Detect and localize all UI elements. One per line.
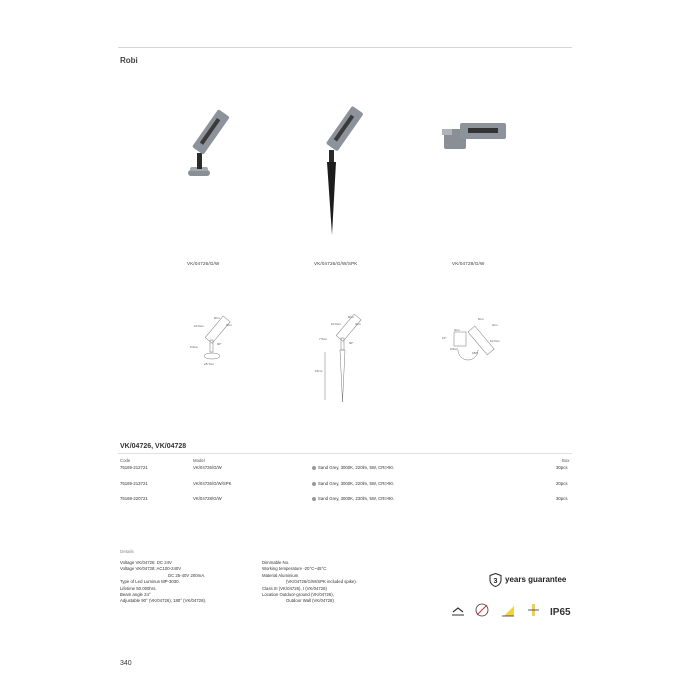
dim-2-angle: 90° — [349, 341, 354, 345]
detail-line: Working temperature -20°C~45°C — [262, 566, 327, 572]
detail-line: Beam angle 24° — [120, 592, 151, 598]
details-col-1 — [120, 560, 206, 605]
beam-icon — [500, 602, 516, 618]
dim-3-g: 180° — [472, 351, 479, 355]
dim-1-left: 6.6cm — [190, 345, 199, 349]
dim-2-a: 10.6cm — [331, 322, 341, 326]
detail-line: Voltage VK/04728: AC100-240V — [120, 566, 182, 572]
detail-line: Class III (VK/04726), I (VK/04728) — [262, 585, 327, 591]
row-spec: Sand Grey, 3000K, 220lm, 5W, CRI>90. — [318, 481, 394, 486]
dim-1-top: 8cm — [214, 316, 220, 320]
row-model: VK/04726/G/W — [193, 465, 222, 470]
guarantee-number: 3 — [493, 577, 498, 585]
ip-rating: IP65 — [550, 607, 571, 618]
detail-line: DC 25-40V 200mA. — [168, 572, 206, 578]
dim-2-top: 8cm — [348, 315, 354, 319]
dimming-icon — [450, 603, 466, 619]
color-swatch — [312, 466, 316, 470]
row-box: 30pcs — [556, 465, 568, 470]
header-box: Box — [562, 458, 570, 463]
header-code: Code — [120, 458, 131, 463]
dim-3-f: 9.5cm — [450, 347, 459, 351]
page-title: Robi — [120, 56, 138, 65]
class-icon — [526, 602, 542, 618]
detail-line: Dimmable No. — [262, 560, 290, 565]
technical-drawing-3 — [440, 312, 510, 362]
detail-line: (VK/04726/G/W/SPK included spike). — [286, 579, 357, 585]
product-label-2: VK/04726/G/W/SPK — [314, 261, 358, 266]
product-image-3 — [440, 115, 510, 160]
row-spec: Sand Grey, 3000K, 220lm, 5W, CRI>90. — [318, 465, 394, 470]
dim-2-left: 7.5cm — [319, 337, 328, 341]
detail-line: Material Aluminium — [262, 572, 299, 578]
dim-1-base: ø5.7cm — [204, 362, 215, 366]
shield-icon — [489, 573, 502, 587]
product-label-3: VK/04728/G/W — [452, 261, 485, 266]
color-swatch — [312, 482, 316, 486]
dim-2-spike: 15cm — [315, 369, 323, 373]
detail-line: Voltage VK/04726: DC 24V — [120, 560, 172, 565]
product-image-1 — [170, 105, 250, 185]
dim-3-b: 5cm — [478, 317, 484, 321]
detail-line: Adjustable 90° (VK/04726), 180° (VK/04728). — [120, 598, 207, 604]
technical-drawing-2 — [315, 312, 375, 407]
dim-3-c: 3cm — [492, 323, 498, 327]
row-code: 75169-213721 — [120, 481, 148, 486]
page-number: 340 — [120, 660, 132, 667]
row-box: 30pcs — [556, 496, 568, 501]
series-rule — [118, 453, 572, 454]
dim-3-e: 10.6cm — [490, 339, 500, 343]
row-spec: Sand Grey, 3000K, 230lm, 5W, CRI>90. — [318, 496, 394, 501]
row-model: VK/04726/G/W/SPK — [193, 481, 232, 486]
no-dimmer-icon — [474, 602, 490, 618]
row-box: 20pcs — [556, 481, 568, 486]
guarantee-text: years guarantee — [505, 575, 567, 584]
detail-line: Type of Led Luminus MP-3030. — [120, 579, 180, 585]
row-code: 75169-220721 — [120, 496, 148, 501]
detail-line: Lifetime 50.000hrs. — [120, 585, 157, 591]
dim-1-b: 3cm — [226, 323, 232, 327]
top-rule — [118, 47, 572, 48]
color-swatch — [312, 497, 316, 501]
details-heading: Details — [120, 549, 134, 554]
detail-line: Location Outdoor-ground (VK/04726), — [262, 592, 334, 598]
dim-1-a: 10.6cm — [194, 324, 204, 328]
product-image-2 — [305, 100, 380, 240]
details-col-2 — [262, 560, 357, 605]
dim-1-angle: 90° — [217, 342, 222, 346]
dim-3-d: 10° — [442, 336, 447, 340]
dim-2-b: 3cm — [355, 322, 361, 326]
product-label-1: VK/04726/G/W — [187, 261, 220, 266]
detail-line: Outdoor Wall (VK/04728) — [286, 598, 334, 604]
row-code: 75169-212721 — [120, 465, 148, 470]
series-title: VK/04726, VK/04728 — [120, 443, 187, 450]
technical-drawing-1 — [190, 312, 240, 372]
header-model: Model — [193, 458, 205, 463]
dim-3-a: 3cm — [454, 328, 460, 332]
row-model: VK/04728/G/W — [193, 496, 222, 501]
